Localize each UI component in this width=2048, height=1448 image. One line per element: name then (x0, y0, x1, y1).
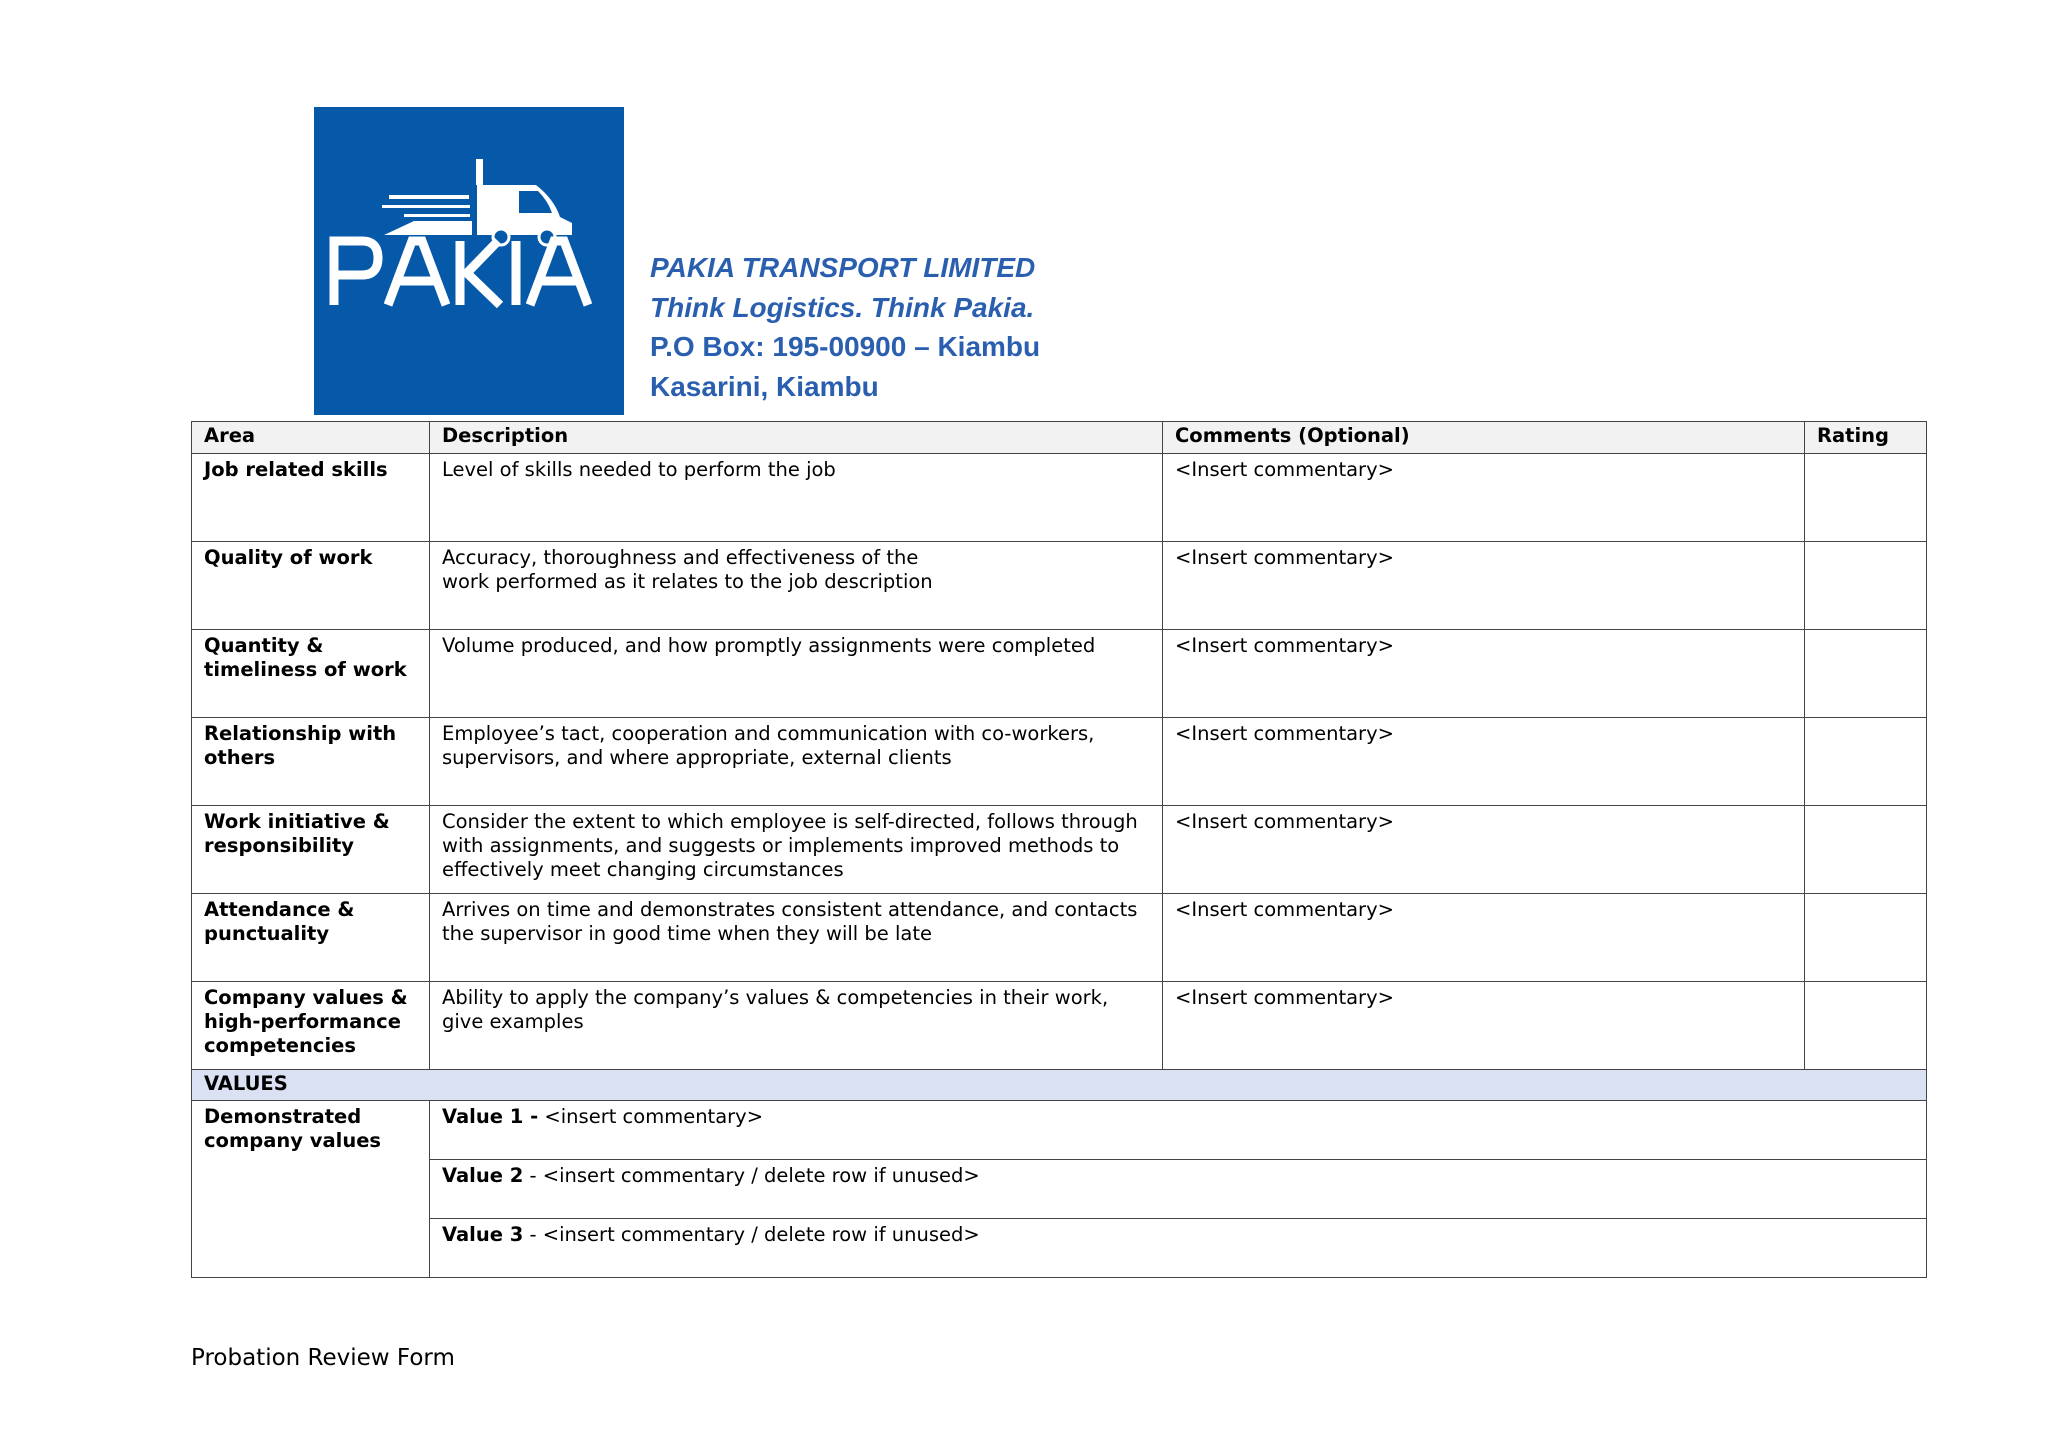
column-header-comments: Comments (Optional) (1163, 422, 1805, 454)
company-info (650, 248, 1040, 406)
review-table (191, 421, 1927, 1278)
value-cell[interactable] (430, 1219, 1927, 1278)
page-footer: Probation Review Form (191, 1345, 455, 1371)
rating-cell[interactable] (1805, 542, 1927, 630)
column-header-area: Area (192, 422, 430, 454)
table-row (192, 718, 1927, 806)
table-row (192, 894, 1927, 982)
value-text: - <insert commentary / delete row if unused> (523, 1223, 980, 1246)
area-cell: Quantity & timeliness of work (192, 630, 430, 718)
comment-cell[interactable]: <Insert commentary> (1163, 982, 1805, 1070)
comment-cell[interactable]: <Insert commentary> (1163, 806, 1805, 894)
comment-cell[interactable]: <Insert commentary> (1163, 454, 1805, 542)
column-header-rating: Rating (1805, 422, 1927, 454)
rating-cell[interactable] (1805, 630, 1927, 718)
value-label: Value 1 - (442, 1105, 539, 1128)
table-row (192, 806, 1927, 894)
area-cell: Attendance & punctuality (192, 894, 430, 982)
value-row (192, 1101, 1927, 1160)
company-name: PAKIA TRANSPORT LIMITED (650, 252, 1036, 283)
value-label: Value 2 (442, 1164, 524, 1187)
value-cell[interactable] (430, 1101, 1927, 1160)
rating-cell[interactable] (1805, 718, 1927, 806)
comment-cell[interactable]: <Insert commentary> (1163, 542, 1805, 630)
area-cell: Relationship with others (192, 718, 430, 806)
description-cell: Accuracy, thoroughness and effectiveness of the work performed as it relates to the job description (430, 542, 1163, 630)
rating-cell[interactable] (1805, 894, 1927, 982)
value-label: Value 3 (442, 1223, 524, 1246)
column-header-description: Description (430, 422, 1163, 454)
area-cell: Job related skills (192, 454, 430, 542)
table-row (192, 542, 1927, 630)
description-cell: Ability to apply the company’s values & competencies in their work, give examples (430, 982, 1163, 1070)
description-cell: Consider the extent to which employee is self-directed, follows through with assignments, and suggests or implements improved methods to effectively meet changing circumstances (430, 806, 1163, 894)
value-text: <insert commentary> (538, 1105, 764, 1128)
table-row (192, 630, 1927, 718)
area-cell: Quality of work (192, 542, 430, 630)
value-row (192, 1219, 1927, 1278)
table-row (192, 454, 1927, 542)
area-cell: Work initiative & responsibility (192, 806, 430, 894)
area-cell: Company values & high-performance competencies (192, 982, 430, 1070)
company-logo (314, 107, 624, 415)
description-cell: Volume produced, and how promptly assignments were completed (430, 630, 1163, 718)
description-cell: Employee’s tact, cooperation and communication with co-workers, supervisors, and where appropriate, external clients (430, 718, 1163, 806)
value-cell[interactable] (430, 1160, 1927, 1219)
company-po-box: P.O Box: 195-00900 – Kiambu (650, 331, 1041, 362)
truck-logo-icon (314, 107, 624, 415)
values-section-row (192, 1070, 1927, 1101)
rating-cell[interactable] (1805, 806, 1927, 894)
values-area-cell: Demonstrated company values (192, 1101, 430, 1278)
description-cell: Level of skills needed to perform the job (430, 454, 1163, 542)
company-location: Kasarini, Kiambu (650, 370, 879, 402)
comment-cell[interactable]: <Insert commentary> (1163, 718, 1805, 806)
comment-cell[interactable]: <Insert commentary> (1163, 630, 1805, 718)
comment-cell[interactable]: <Insert commentary> (1163, 894, 1805, 982)
value-row (192, 1160, 1927, 1219)
rating-cell[interactable] (1805, 982, 1927, 1070)
company-tagline: Think Logistics. Think Pakia. (650, 291, 1035, 323)
values-section-header: VALUES (192, 1070, 1927, 1101)
description-cell: Arrives on time and demonstrates consistent attendance, and contacts the supervisor in good time when they will be late (430, 894, 1163, 982)
table-row (192, 982, 1927, 1070)
value-text: - <insert commentary / delete row if unused> (523, 1164, 980, 1187)
rating-cell[interactable] (1805, 454, 1927, 542)
table-header-row (192, 422, 1927, 454)
